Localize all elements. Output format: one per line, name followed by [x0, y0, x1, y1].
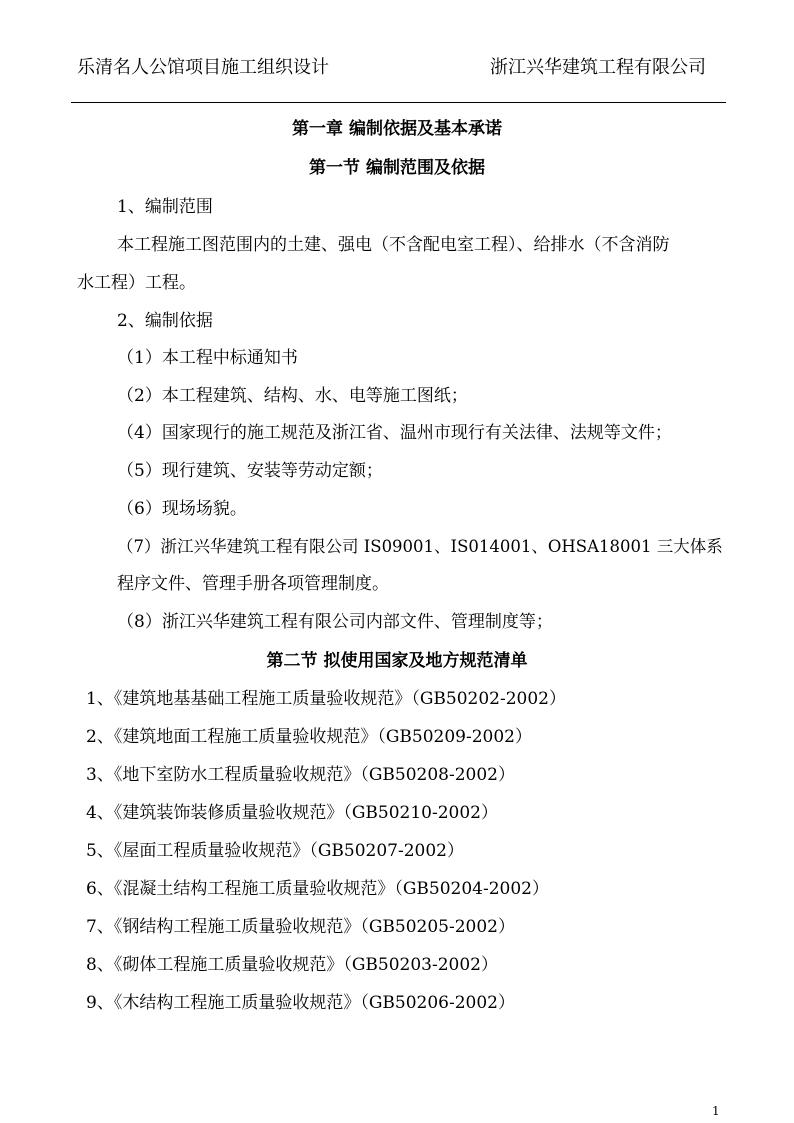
basis-item: （1）本工程中标通知书	[117, 348, 298, 368]
standard-item: 7、《钢结构工程施工质量验收规范》（GB50205-2002）	[86, 917, 515, 937]
header-company-name: 浙江兴华建筑工程有限公司	[490, 57, 706, 78]
standard-item: 6、《混凝土结构工程施工质量验收规范》（GB50204-2002）	[86, 879, 549, 899]
page-number: 1	[712, 1104, 720, 1118]
basis-item: （8）浙江兴华建筑工程有限公司内部文件、管理制度等；	[117, 612, 553, 632]
standard-item: 5、《屋面工程质量验收规范》（GB50207-2002）	[86, 841, 464, 861]
basis-item: （5）现行建筑、安装等劳动定额；	[117, 461, 383, 481]
scope-text-line2: 水工程）工程。	[77, 273, 196, 293]
standard-item: 8、《砌体工程施工质量验收规范》（GB50203-2002）	[86, 955, 498, 975]
basis-item: （6）现场场貌。	[117, 499, 247, 519]
scope-heading: 1、编制范围	[117, 197, 213, 217]
header-project-title: 乐清名人公馆项目施工组织设计	[77, 57, 329, 78]
section2-title: 第二节 拟使用国家及地方规范清单	[266, 651, 528, 671]
standard-item: 1、《建筑地基基础工程施工质量验收规范》（GB50202-2002）	[86, 689, 566, 709]
standard-item: 4、《建筑装饰装修质量验收规范》（GB50210-2002）	[86, 803, 498, 823]
basis-item: （2）本工程建筑、结构、水、电等施工图纸；	[117, 386, 468, 406]
chapter-title: 第一章 编制依据及基本承诺	[292, 119, 502, 139]
standard-item: 9、《木结构工程施工质量验收规范》（GB50206-2002）	[86, 993, 515, 1013]
basis-item: （7）浙江兴华建筑工程有限公司 IS09001、IS014001、OHSA18001 三大体系	[117, 537, 723, 556]
standard-item: 2、《建筑地面工程施工质量验收规范》（GB50209-2002）	[86, 727, 532, 747]
header-divider	[71, 102, 726, 103]
section1-title: 第一节 编制范围及依据	[309, 158, 485, 178]
basis-item-continuation: 程序文件、管理手册各项管理制度。	[117, 574, 389, 594]
basis-item: （4）国家现行的施工规范及浙江省、温州市现行有关法律、法规等文件；	[117, 423, 672, 443]
basis-heading: 2、编制依据	[117, 311, 213, 331]
standard-item: 3、《地下室防水工程质量验收规范》（GB50208-2002）	[86, 765, 515, 785]
scope-text-line1: 本工程施工图范围内的土建、强电（不含配电室工程）、给排水（不含消防	[117, 235, 670, 255]
